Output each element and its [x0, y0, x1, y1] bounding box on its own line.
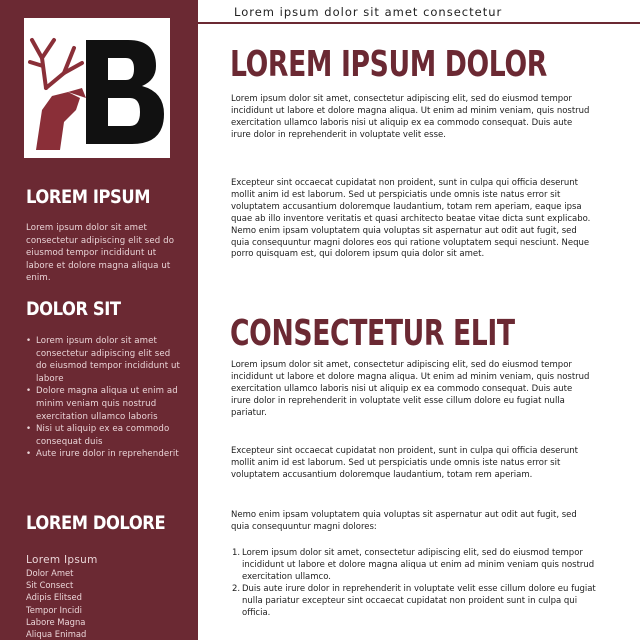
paragraph-5: Nemo enim ipsam voluptatem quia voluptas sit aspernatur aut odit aut fugit, sed quia consequuntur magni dolores:: [231, 510, 577, 532]
logo-letter: [86, 40, 164, 144]
main-heading-1: LOREM IPSUM DOLOR: [230, 44, 547, 85]
sidebar-bullet-list: [26, 335, 182, 461]
list-item: • Aute irure dolor in reprehenderit: [26, 448, 182, 461]
paragraph-2: Excepteur sint occaecat cupidatat non proident, sunt in culpa qui officia deserunt mollit anim id est laborum. Sed ut perspiciatis unde omnis iste natus error sit voluptatem accusantium doloremque laudantium, totam rem aperiam, eaque ipsa quae ab illo inventore veritatis et quasi architecto beatae vitae dicta sunt explicabo. Nemo enim ipsam voluptatem quia voluptas sit aspernatur aut odit aut fugit, sed quia consequuntur magni dolores eos qui ratione voluptatem sequi nesciunt. Neque porro quisquam est, qui dolorem ipsum quia dolor sit amet.: [231, 178, 591, 260]
member-name: Adipis Elitsed: [26, 592, 82, 603]
stag-head-icon: [24, 18, 170, 158]
sidebar: [0, 0, 198, 640]
paragraph-1: Lorem ipsum dolor sit amet, consectetur adipiscing elit, sed do eiusmod tempor incididunt ut labore et dolore magna aliqua. Ut enim ad minim veniam, quis nostrud exercitation ullamco laboris nisi ut aliquip ex ea commodo consequat. Duis aute irure dolor in reprehenderit in voluptate velit esse.: [231, 94, 590, 140]
logo: [24, 18, 170, 158]
list-item: • Dolore magna aliqua ut enim ad minim veniam quis nostrud exercitation ullamco laboris: [26, 385, 182, 423]
main-heading-2: CONSECTETUR ELIT: [230, 313, 515, 354]
banner-text: Lorem ipsum dolor sit amet consectetur: [234, 5, 503, 19]
list-text: Lorem ipsum dolor sit amet, consectetur adipiscing elit, sed do eiusmod tempor incididunt ut labore et dolore magna aliqua ut enim ad minim veniam quis nostrud exercitation ullamco.: [242, 548, 595, 582]
sidebar-heading-1: LOREM IPSUM: [26, 186, 151, 208]
member-name: Tempor Incidi: [26, 604, 82, 615]
member-name: Sit Consect: [26, 580, 74, 591]
top-banner: [198, 0, 640, 24]
sidebar-heading-2: DOLOR SIT: [26, 298, 121, 320]
sidebar-text-1: Lorem ipsum dolor sit amet consectetur adipiscing elit sed do eiusmod tempor incididunt ut labore et dolore magna aliqua ut enim.: [26, 223, 175, 284]
list-number: 1.: [232, 548, 241, 558]
list-number: 2.: [232, 583, 241, 594]
sidebar-heading-3: LOREM DOLORE: [26, 512, 166, 534]
list-item: [232, 548, 596, 584]
paragraph-3: Lorem ipsum dolor sit amet, consectetur adipiscing elit, sed do eiusmod tempor incididunt ut labore et dolore magna aliqua. Ut enim ad minim veniam, quis nostrud exercitation ullamco laboris nisi ut aliquip ex ea commodo consequat. Duis aute irure dolor in reprehenderit in voluptate velit esse cillum dolore eu fugiat nulla pariatur.: [231, 360, 590, 418]
list-item: • Nisi ut aliquip ex ea commodo consequat duis: [26, 423, 182, 448]
list-item: [232, 584, 596, 620]
member-name: Labore Magna: [26, 616, 86, 627]
member-name: Dolor Amet: [26, 568, 74, 578]
paragraph-4: Excepteur sint occaecat cupidatat non proident, sunt in culpa qui officia deserunt mollit anim id est laborum. Sed ut perspiciatis unde omnis iste natus error sit voluptatem accusantium doloremque laudantium, totam rem aperiam.: [231, 446, 579, 480]
member-name: Lorem Ipsum: [26, 554, 98, 566]
member-name: Aliqua Enimad: [26, 629, 87, 640]
recommendation-list: [232, 548, 596, 619]
member-list: [26, 553, 182, 640]
list-item: • Lorem ipsum dolor sit amet consectetur adipiscing elit sed do eiusmod tempor incididunt ut labore: [26, 335, 182, 385]
list-text: Duis aute irure dolor in reprehenderit in voluptate velit esse cillum dolore eu fugiat nulla pariatur excepteur sint occaecat cupidatat non proident sunt in culpa qui officia.: [242, 583, 596, 618]
